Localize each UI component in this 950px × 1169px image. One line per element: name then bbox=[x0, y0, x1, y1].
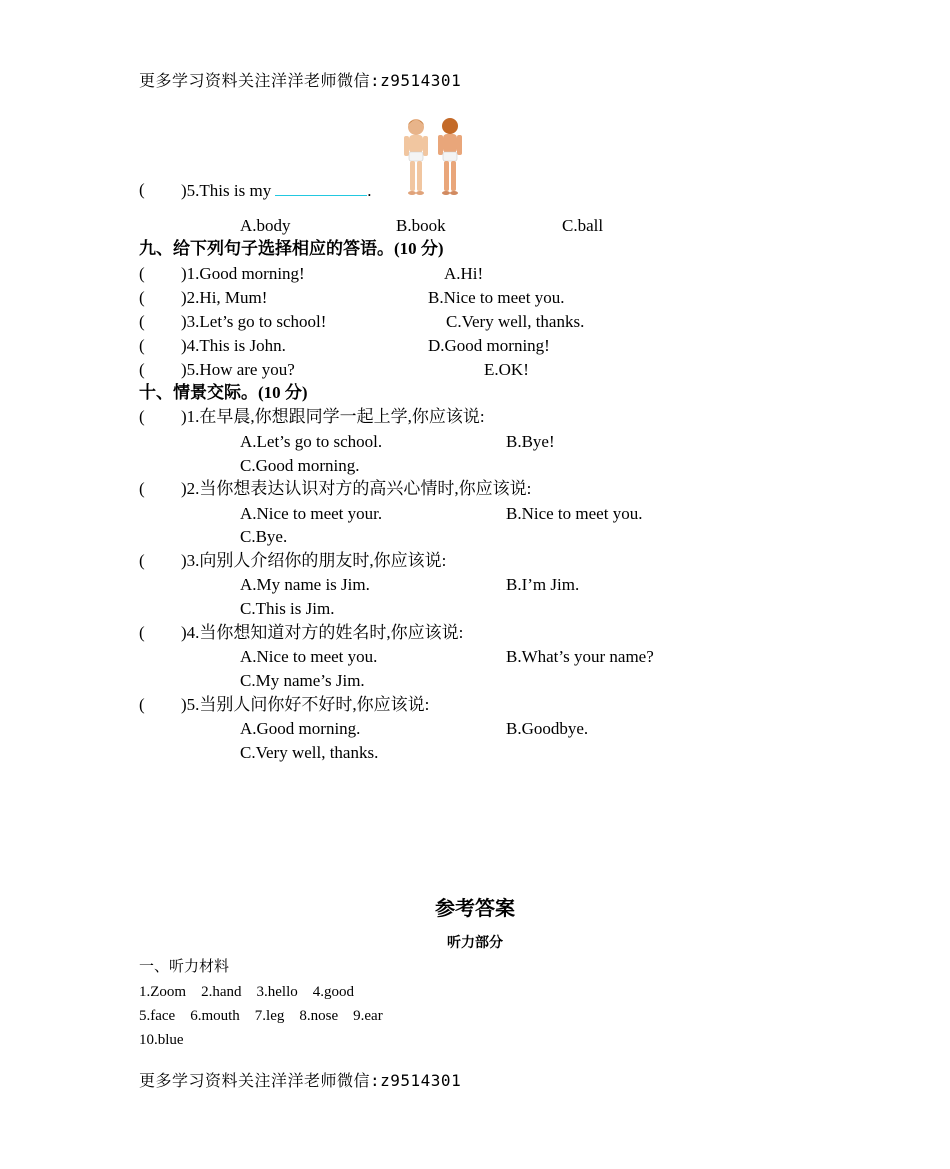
s10-paren-1: ( bbox=[139, 407, 145, 426]
s9-answer-4: D.Good morning! bbox=[428, 336, 550, 355]
q5-option-c: C.ball bbox=[562, 216, 604, 235]
s10-option-5b: B.Goodbye. bbox=[506, 719, 589, 738]
s9-paren-3: ( bbox=[139, 312, 145, 331]
s10-paren-3: ( bbox=[139, 551, 145, 570]
s10-option-3c: C.This is Jim. bbox=[240, 599, 335, 618]
s9-paren-4: ( bbox=[139, 336, 145, 355]
q5-answer-blank[interactable] bbox=[275, 180, 367, 196]
answers-title: 参考答案 bbox=[435, 896, 515, 920]
answers-subtitle: 听力部分 bbox=[447, 935, 503, 951]
s9-answer-5: E.OK! bbox=[484, 360, 529, 379]
s10-option-3a: A.My name is Jim. bbox=[240, 575, 370, 594]
s10-paren-2: ( bbox=[139, 479, 145, 498]
child-back-figure bbox=[438, 118, 462, 195]
q5-period: . bbox=[367, 181, 372, 200]
s9-question-4: )4.This is John. bbox=[181, 336, 286, 355]
s9-paren-1: ( bbox=[139, 264, 145, 283]
s9-answer-3: C.Very well, thanks. bbox=[446, 312, 585, 331]
section9-title: 九、给下列句子选择相应的答语。(10 分) bbox=[139, 239, 444, 258]
answers-line-1: 1.Zoom 2.hand 3.hello 4.good bbox=[139, 984, 354, 1000]
s10-option-2b: B.Nice to meet you. bbox=[506, 504, 643, 523]
s10-option-1b: B.Bye! bbox=[506, 432, 555, 451]
s10-option-2a: A.Nice to meet your. bbox=[240, 504, 383, 523]
q5-option-b: B.book bbox=[396, 216, 446, 235]
s9-paren-5: ( bbox=[139, 360, 145, 379]
s9-answer-2: B.Nice to meet you. bbox=[428, 288, 565, 307]
q5-paren: ( bbox=[139, 180, 145, 199]
s9-paren-2: ( bbox=[139, 288, 145, 307]
q5-option-a: A.body bbox=[240, 216, 291, 235]
s10-question-1: )1.在早晨,你想跟同学一起上学,你应该说: bbox=[181, 407, 485, 426]
s10-question-4: )4.当你想知道对方的姓名时,你应该说: bbox=[181, 623, 464, 642]
child-front-figure bbox=[404, 119, 428, 195]
s10-option-4c: C.My name’s Jim. bbox=[240, 671, 365, 690]
body-illustration bbox=[398, 114, 470, 198]
s10-option-1a: A.Let’s go to school. bbox=[240, 432, 383, 451]
answers-line-2: 5.face 6.mouth 7.leg 8.nose 9.ear bbox=[139, 1008, 383, 1024]
s10-paren-5: ( bbox=[139, 695, 145, 714]
s10-option-4b: B.What’s your name? bbox=[506, 647, 654, 666]
s10-option-1c: C.Good morning. bbox=[240, 456, 360, 475]
page-header: 更多学习资料关注洋洋老师微信:z9514301 bbox=[139, 71, 462, 90]
s10-paren-4: ( bbox=[139, 623, 145, 642]
s10-option-4a: A.Nice to meet you. bbox=[240, 647, 378, 666]
q5-question: )5.This is my bbox=[181, 181, 272, 200]
s9-question-2: )2.Hi, Mum! bbox=[181, 288, 268, 307]
s10-option-5c: C.Very well, thanks. bbox=[240, 743, 379, 762]
s10-question-5: )5.当别人问你好不好时,你应该说: bbox=[181, 695, 430, 714]
s10-option-2c: C.Bye. bbox=[240, 527, 288, 546]
s9-answer-1: A.Hi! bbox=[444, 264, 484, 283]
section10-title: 十、情景交际。(10 分) bbox=[139, 383, 308, 402]
s10-question-3: )3.向别人介绍你的朋友时,你应该说: bbox=[181, 551, 447, 570]
q5-row bbox=[181, 180, 371, 201]
s10-option-3b: B.I’m Jim. bbox=[506, 575, 580, 594]
answers-line-3: 10.blue bbox=[139, 1032, 184, 1048]
s9-question-1: )1.Good morning! bbox=[181, 264, 305, 283]
s9-question-5: )5.How are you? bbox=[181, 360, 295, 379]
answers-part1-label: 一、听力材料 bbox=[139, 959, 230, 975]
s10-question-2: )2.当你想表达认识对方的高兴心情时,你应该说: bbox=[181, 479, 532, 498]
page-footer: 更多学习资料关注洋洋老师微信:z9514301 bbox=[139, 1071, 462, 1090]
s9-question-3: )3.Let’s go to school! bbox=[181, 312, 327, 331]
s10-option-5a: A.Good morning. bbox=[240, 719, 361, 738]
